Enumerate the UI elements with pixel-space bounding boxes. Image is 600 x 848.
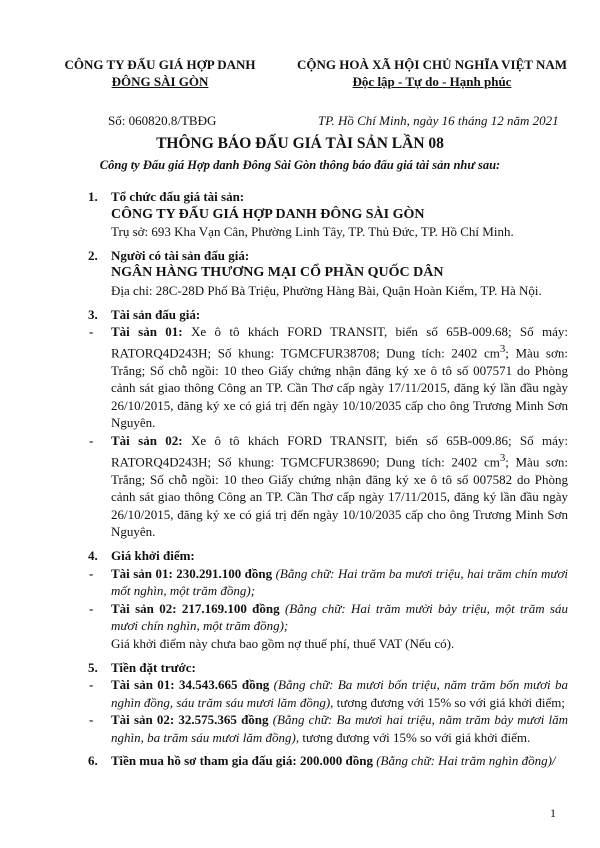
cubic-superscript: 3 [499, 451, 506, 464]
section-dossier-fee [88, 752, 568, 770]
document-title: THÔNG BÁO ĐẤU GIÁ TÀI SẢN LẦN 08 [156, 135, 444, 152]
asset-item [89, 323, 569, 432]
bullet-dash: - [89, 600, 94, 616]
deposit-in-words: (Bằng chữ: Ba mươi bốn triệu, năm trăm bốn mươi ba nghìn đồng, sáu trăm sáu mươi lăm đồng) [111, 677, 568, 710]
intro-line: Công ty Đấu giá Hợp danh Đông Sài Gòn thông báo đấu giá tài sản như sau: [99, 158, 501, 172]
section-organizer [88, 188, 568, 241]
country-name: CỘNG HOÀ XÃ HỘI CHỦ NGHĨA VIỆT NAM [296, 57, 568, 72]
section-heading: Người có tài sản đấu giá: [111, 247, 250, 263]
section-number: 2. [88, 247, 98, 263]
section-number: 5. [88, 659, 98, 675]
section-number: 3. [88, 306, 98, 322]
fee-heading: Tiền mua hồ sơ tham gia đấu giá: 200.000 đồng [111, 753, 373, 769]
organizer-name: CÔNG TY ĐẤU GIÁ HỢP DANH ĐÔNG SÀI GÒN [111, 206, 425, 222]
price-in-words: (Bằng chữ: Hai trăm mười bảy triệu, một trăm sáu mươi chín nghìn, một trăm đồng); [111, 600, 568, 634]
deposit-item [89, 711, 568, 746]
section-deposit [88, 659, 568, 747]
cubic-superscript: 3 [499, 342, 506, 355]
asset-label: Tài sản 02: [111, 433, 183, 449]
document-number: Số: 060820.8/TBĐG [108, 113, 217, 128]
section-heading [111, 752, 568, 770]
document-body [88, 188, 568, 776]
price-item [89, 600, 568, 635]
deposit-tail: , tương đương với 15% so với giá khởi điểm; [330, 694, 565, 710]
section-starting-price [88, 547, 568, 653]
asset-desc-a: Xe ô tô khách FORD TRANSIT, biển số 65B-009.86; Số máy: RATORQ4D243H; Số khung: TGMCFUR38690; Dung tích: 2402 cm [111, 433, 569, 469]
section-number: 1. [88, 189, 98, 204]
asset-desc-a: Xe ô tô khách FORD TRANSIT, biển số 65B-009.68; Số máy: RATORQ4D243H; Số khung: TGMCFUR38708; Dung tích: 2402 cm [111, 324, 569, 361]
deposit-in-words: (Bằng chữ: Ba mươi hai triệu, năm trăm bảy mươi lăm nghìn, ba trăm sáu mươi lăm đồng) [111, 712, 568, 745]
owner-address: Địa chỉ: 28C-28D Phố Bà Triệu, Phường Hàng Bài, Quận Hoàn Kiếm, TP. Hà Nội. [111, 282, 542, 298]
bullet-dash: - [89, 565, 94, 581]
deposit-label: Tài sản 01: 34.543.665 đồng [111, 677, 270, 693]
page-number: 1 [550, 806, 556, 820]
section-heading: Tài sản đấu giá: [111, 306, 201, 322]
bullet-dash: - [89, 433, 94, 449]
national-header [282, 56, 582, 90]
section-number: 4. [88, 547, 98, 563]
company-header [60, 56, 260, 90]
asset-desc-b: ; Màu sơn: Trắng; Số chỗ ngồi: 10 theo Giấy chứng nhận đăng ký xe ô tô số 007582 do Phòng cảnh sát giao thông Công an TP. Cần Thơ cấp ngày 17/11/2015, đăng ký lần đầu ngày 26/10/2015, đăng ký xe có giá trị đến ngày 10/10/2035 cấp cho ông Trương Minh Sơn Nguyên. [111, 453, 568, 540]
price-label: Tài sản 02: 217.169.100 đồng [111, 600, 280, 616]
asset-item [89, 432, 569, 541]
bullet-dash: - [89, 677, 94, 693]
asset-desc-b: ; Màu sơn: Trắng; Số chỗ ngồi: 10 theo Giấy chứng nhận đăng ký xe ô tô số 007571 do Phòng cảnh sát giao thông Công an TP. Cần Thơ cấp ngày 17/11/2015, đăng ký lần đầu ngày 26/10/2015, đăng ký xe có giá trị đến ngày 10/10/2035 cấp cho ông Trương Minh Sơn Nguyên. [111, 345, 568, 431]
bullet-dash: - [89, 324, 94, 340]
section-heading: Tiền đặt trước: [111, 659, 196, 675]
company-name-line1: CÔNG TY ĐẤU GIÁ HỢP DANH [64, 57, 256, 72]
section-assets [88, 306, 568, 541]
motto: Độc lập - Tự do - Hạnh phúc [352, 74, 512, 89]
price-label: Tài sản 01: 230.291.100 đồng [111, 565, 273, 581]
fee-in-words: (Bằng chữ: Hai trăm nghìn đồng)/ [372, 753, 556, 769]
organizer-address: Trụ sở: 693 Kha Vạn Cân, Phường Linh Tây, TP. Thủ Đức, TP. Hồ Chí Minh. [111, 224, 514, 240]
bullet-dash: - [89, 712, 94, 728]
company-name-line2: ĐÔNG SÀI GÒN [111, 74, 209, 89]
deposit-tail: , tương đương với 15% so với giá khởi điểm. [295, 729, 531, 745]
owner-name: NGÂN HÀNG THƯƠNG MẠI CỔ PHẦN QUỐC DÂN [111, 265, 444, 281]
document-date: TP. Hồ Chí Minh, ngày 16 tháng 12 năm 2021 [318, 113, 559, 128]
price-note: Giá khởi điểm này chưa bao gồm nợ thuế phí, thuế VAT (Nếu có). [111, 635, 455, 651]
section-heading: Giá khởi điểm: [111, 547, 195, 563]
deposit-item [89, 676, 568, 711]
asset-label: Tài sản 01: [111, 324, 183, 340]
price-item [89, 565, 568, 600]
price-in-words: (Bằng chữ: Hai trăm ba mươi triệu, hai trăm chín mươi mốt nghìn, một trăm đồng); [111, 565, 568, 599]
section-owner [88, 247, 568, 300]
section-heading: Tổ chức đấu giá tài sản: [111, 189, 245, 204]
deposit-label: Tài sản 02: 32.575.365 đồng [111, 712, 269, 728]
section-number: 6. [88, 753, 98, 769]
